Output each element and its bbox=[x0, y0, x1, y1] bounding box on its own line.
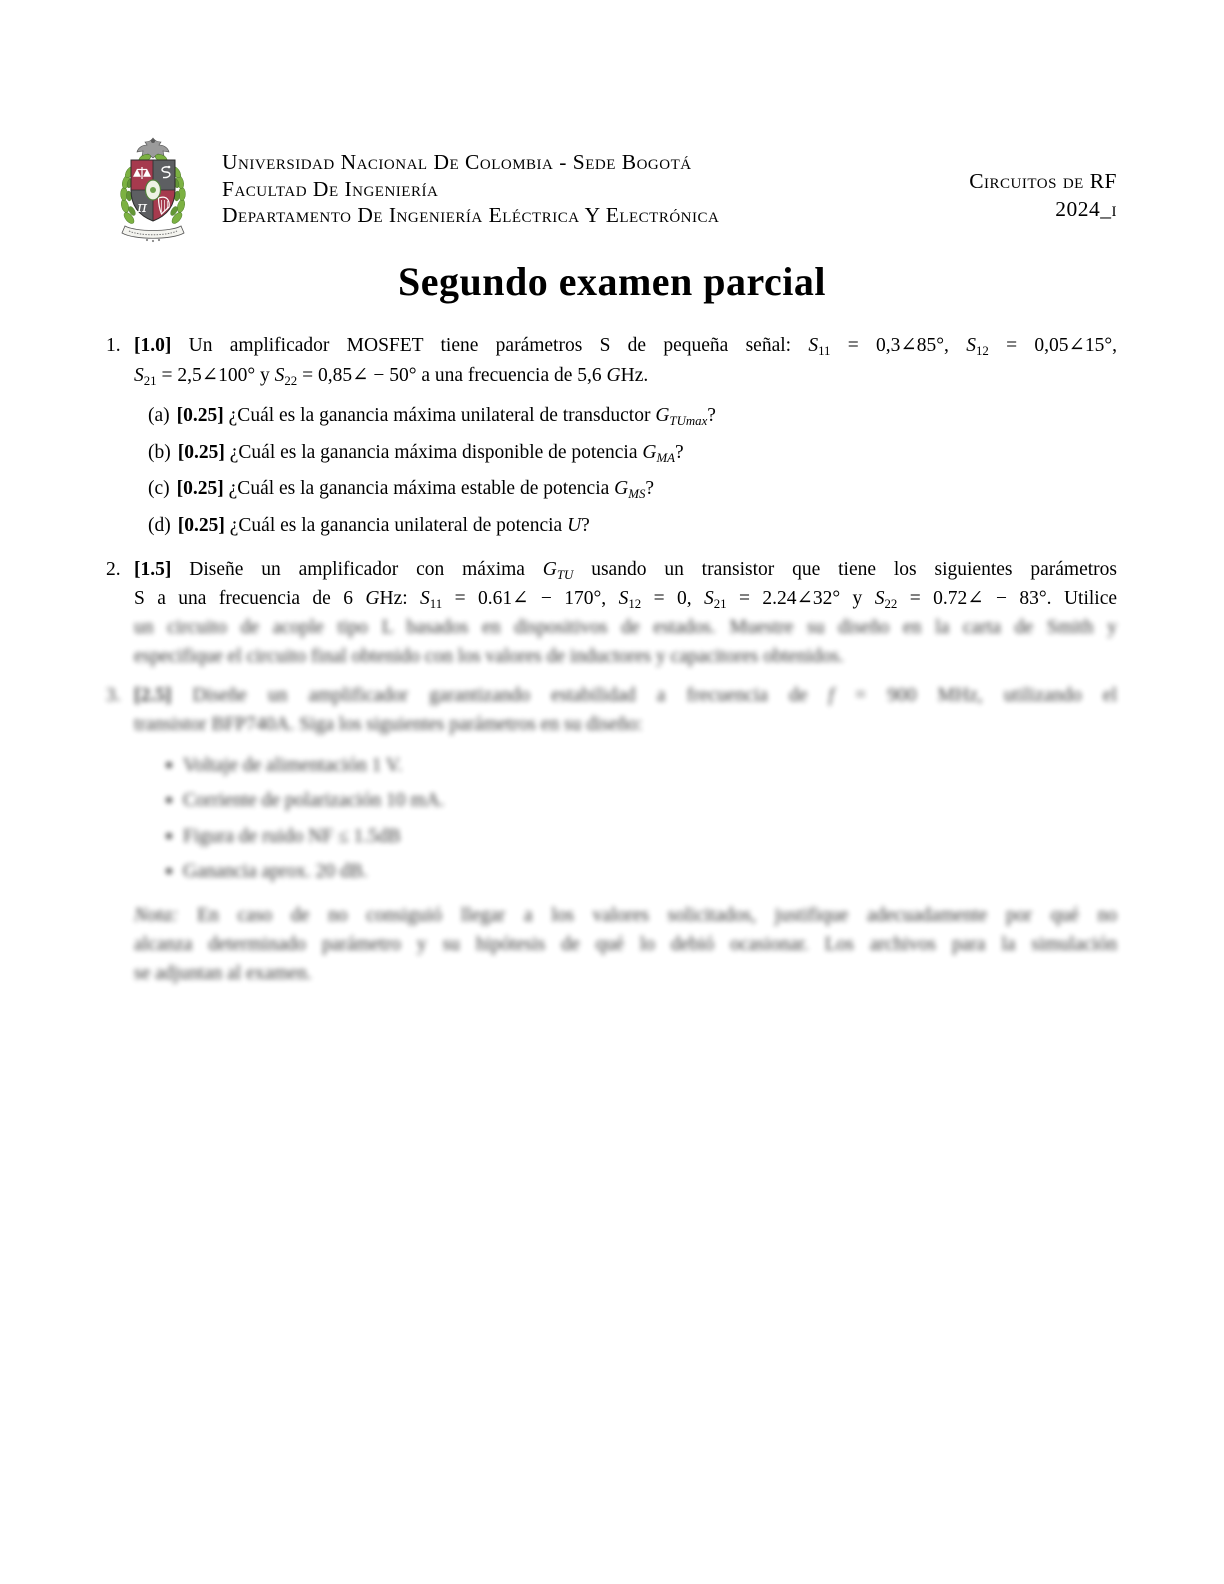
question-1-number: 1. bbox=[106, 335, 121, 356]
question-1d-text: [0.25] ¿Cuál es la ganancia unilateral de potencia U? bbox=[177, 515, 590, 536]
note-line: alcanza determinado parámetro y su hipótesis de qué lo debió ocasionar. Los archivos para la simulación bbox=[134, 934, 1117, 955]
design-spec-bullet bbox=[166, 857, 1066, 887]
question-1d bbox=[148, 511, 1117, 541]
question-2 bbox=[106, 555, 1118, 671]
question-2-blurred-line: especifique el circuito final obtenido con los valores de inductores y capacitores obtenidos. bbox=[134, 646, 844, 667]
course-name: Circuitos de RF bbox=[969, 169, 1117, 193]
question-3-blurred-line: transistor BFP740A. Siga los siguientes parámetros en su diseño: bbox=[134, 714, 643, 735]
question-1-line: [1.0] Un amplificador MOSFET tiene parámetros S de pequeña señal: $S_{11}$ = 0,3∠85°, $S_{12}$ = 0,05∠15°, bbox=[134, 335, 1117, 358]
exam-title: Segundo examen parcial bbox=[397, 259, 827, 304]
design-spec-bullet bbox=[166, 751, 1066, 781]
department-name: Departamento De Ingeniería Eléctrica Y Electrónica bbox=[222, 203, 720, 227]
question-2-number: 2. bbox=[106, 559, 121, 580]
question-2-line: [1.5] Diseñe un amplificador con máxima $G_{TU}$ usando un transistor que tiene los siguientes parámetros bbox=[134, 559, 1117, 582]
note-paragraph bbox=[134, 901, 1117, 988]
question-2-line: S a una frecuencia de 6 GHz: $S_{11}$ = 0.61∠ − 170°, $S_{12} = 0$, $S_{21}$ = 2.24∠32° y $S_{22}$ = 0.72∠ − 83°. Utilice bbox=[134, 588, 1118, 611]
course-term: 2024_i bbox=[1055, 196, 1117, 221]
faculty-name: Facultad De Ingeniería bbox=[222, 176, 439, 201]
design-spec-text: Ganancia aprox. 20 dB. bbox=[183, 861, 368, 882]
question-1c bbox=[148, 474, 1117, 504]
bullet-icon bbox=[166, 868, 172, 874]
pi-symbol-icon: π bbox=[137, 198, 147, 216]
question-1-line: $S_{21}$ = 2,5∠100° y $S_{22}$ = 0,85∠ − 50° a una frecuencia de 5,6 GHz. bbox=[134, 365, 649, 388]
note-line: se adjuntan al examen. bbox=[134, 963, 312, 984]
question-1c-text: [0.25] ¿Cuál es la ganancia máxima estable de potencia $G_{MS}$? bbox=[176, 478, 655, 501]
question-1a-text: [0.25] ¿Cuál es la ganancia máxima unilateral de transductor $G_{TUmax}$? bbox=[176, 405, 716, 428]
bullet-icon bbox=[166, 762, 172, 768]
bullet-icon bbox=[166, 833, 172, 839]
question-3-blurred-line: [2.5] Diseñe un amplificador garantizando estabilidad a frecuencia de f = 900 MHz, utilizando el bbox=[134, 685, 1117, 706]
course-header bbox=[969, 168, 1117, 223]
design-spec-bullet bbox=[166, 786, 1066, 816]
design-spec-bullet bbox=[166, 822, 1066, 852]
question-1a bbox=[148, 401, 1117, 431]
question-3-number: 3. bbox=[106, 685, 121, 706]
note-line: Nota: En caso de no consiguió llegar a los valores solicitados, justifique adecuadamente por qué no bbox=[134, 905, 1117, 926]
institution-header bbox=[222, 149, 719, 229]
design-spec-text: Corriente de polarización 10 mA. bbox=[183, 790, 445, 811]
question-1b bbox=[148, 438, 1117, 468]
question-1d-marker: (d) bbox=[148, 515, 171, 536]
question-3 bbox=[106, 681, 1117, 739]
question-2-blurred-line: un circuito de acople tipo L basados en dispositivos de estados. Muestre su diseño en la carta de Smith y bbox=[134, 617, 1117, 638]
center-medallion-icon bbox=[146, 180, 161, 200]
condor-icon bbox=[137, 138, 169, 158]
question-1b-marker: (b) bbox=[148, 442, 171, 463]
question-1a-marker: (a) bbox=[148, 405, 170, 426]
design-spec-text: Voltaje de alimentación 1 V. bbox=[183, 755, 403, 776]
bullet-icon bbox=[166, 797, 172, 803]
question-1c-marker: (c) bbox=[148, 478, 170, 499]
university-name: Universidad Nacional De Colombia - Sede Bogotá bbox=[222, 150, 692, 174]
motto-ribbon-icon bbox=[122, 226, 184, 242]
question-1b-text: [0.25] ¿Cuál es la ganancia máxima disponible de potencia $G_{MA}$? bbox=[177, 442, 684, 465]
question-1 bbox=[106, 331, 1117, 391]
university-crest-icon bbox=[117, 136, 189, 246]
design-spec-text: Figura de ruido NF ≤ 1.5dB bbox=[183, 826, 401, 847]
